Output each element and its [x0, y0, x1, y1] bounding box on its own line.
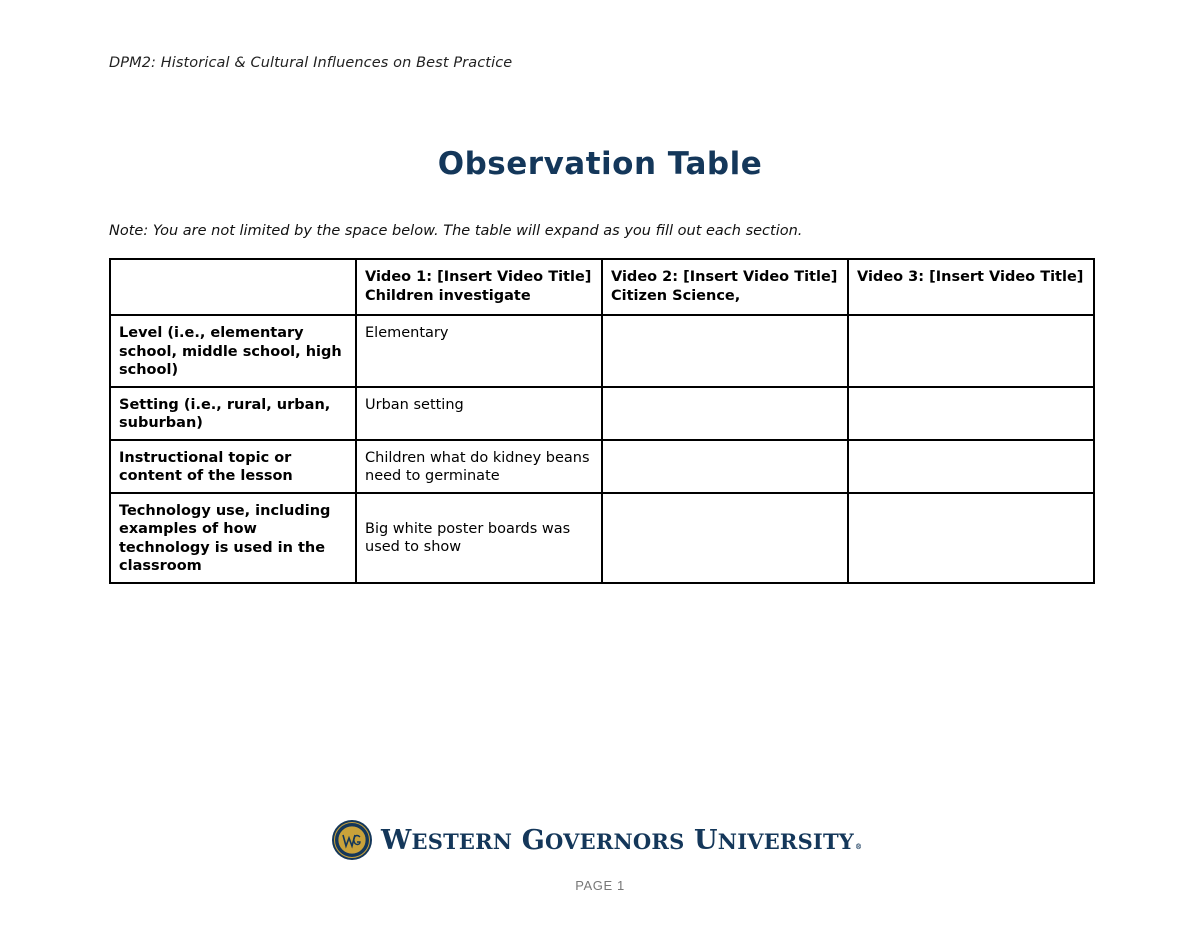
cell-topic-video-1[interactable]: Children what do kidney beans need to germinate — [356, 440, 602, 493]
wgu-logo — [331, 818, 862, 862]
page-title: Observation Table — [437, 146, 763, 182]
observation-table — [109, 258, 1095, 584]
row-label-topic: Instructional topic or content of the lesson — [110, 440, 356, 493]
table-row — [110, 440, 1094, 493]
cell-topic-video-3[interactable] — [848, 440, 1094, 493]
table-row — [110, 493, 1094, 583]
table-row — [110, 315, 1094, 387]
cell-technology-video-3[interactable] — [848, 493, 1094, 583]
cell-setting-video-1[interactable]: Urban setting — [356, 387, 602, 440]
cell-setting-video-3[interactable] — [848, 387, 1094, 440]
page-number: PAGE 1 — [575, 878, 625, 893]
table-row — [110, 387, 1094, 440]
header-cell-video-2[interactable]: Video 2: [Insert Video Title] Citizen Science, — [602, 259, 848, 315]
cell-level-video-1[interactable]: Elementary — [356, 315, 602, 387]
cell-technology-video-1-text: Big white poster boards was used to show — [365, 520, 571, 555]
row-label-level: Level (i.e., elementary school, middle school, high school) — [110, 315, 356, 387]
instruction-note: Note: You are not limited by the space below. The table will expand as you fill out each section. — [109, 223, 803, 239]
cell-technology-video-2[interactable] — [602, 493, 848, 583]
document-header: DPM2: Historical & Cultural Influences on Best Practice — [109, 55, 513, 71]
cell-technology-video-1[interactable] — [356, 493, 602, 583]
cell-level-video-2[interactable] — [602, 315, 848, 387]
header-cell-video-3[interactable]: Video 3: [Insert Video Title] — [848, 259, 1094, 315]
header-cell-empty[interactable] — [110, 259, 356, 315]
trademark-mark: ® — [854, 841, 863, 851]
table-header-row — [110, 259, 1094, 315]
cell-topic-video-2[interactable] — [602, 440, 848, 493]
header-cell-video-1[interactable]: Video 1: [Insert Video Title] Children investigate — [356, 259, 602, 315]
university-seal-icon — [331, 819, 373, 861]
cell-setting-video-2[interactable] — [602, 387, 848, 440]
row-label-setting: Setting (i.e., rural, urban, suburban) — [110, 387, 356, 440]
cell-level-video-3[interactable] — [848, 315, 1094, 387]
row-label-technology: Technology use, including examples of how technology is used in the classroom — [110, 493, 356, 583]
logo-wordmark: WESTERN GOVERNORS UNIVERSITY® — [381, 824, 863, 856]
